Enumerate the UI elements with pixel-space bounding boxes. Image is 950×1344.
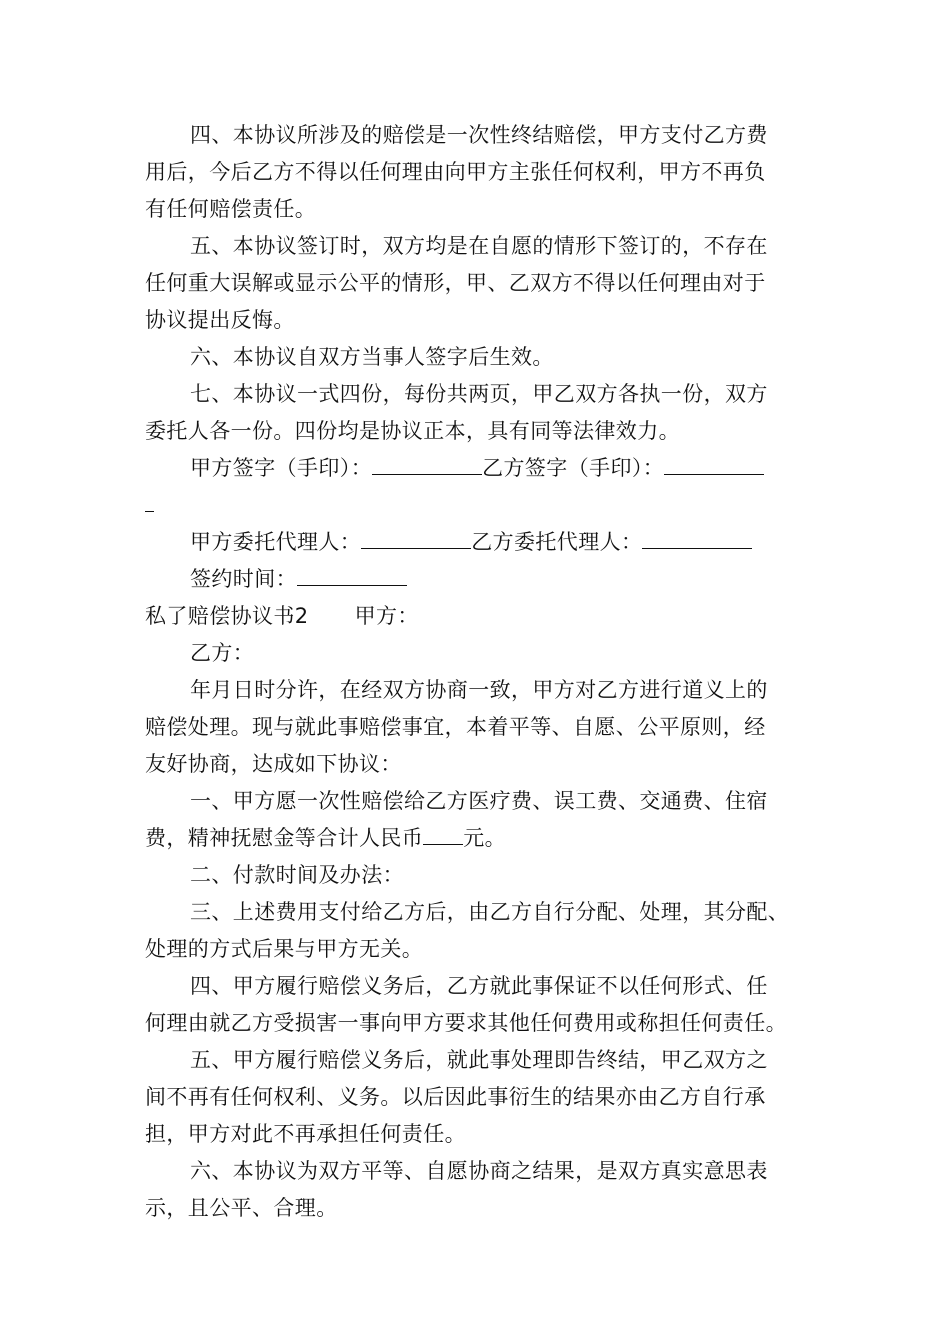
amount-line [145,824,506,852]
paragraph-line: 处理的方式后果与甲方无关。 [145,937,424,961]
paragraph-line: 七、本协议一式四份，每份共两页，甲乙双方各执一份，双方 [190,382,768,406]
paragraph-line: 五、甲方履行赔偿义务后，就此事处理即告终结，甲乙双方之 [190,1048,768,1072]
amount-label: 费，精神抚慰金等合计人民币 [145,826,424,850]
sign-time-line [190,565,407,593]
sign-time-blank [297,565,407,586]
paragraph-line: 示，且公平、合理。 [145,1196,338,1220]
paragraph-line: 担，甲方对此不再承担任何责任。 [145,1122,466,1146]
sign-time-label: 签约时间： [190,567,297,591]
paragraph-line: 年月日时分许，在经双方协商一致，甲方对乙方进行道义上的 [190,678,768,702]
paragraph-line: 友好协商，达成如下协议： [145,752,402,776]
party-a-agent-blank [361,528,471,549]
paragraph-line: 六、本协议自双方当事人签字后生效。 [190,345,554,369]
paragraph-line: 四、本协议所涉及的赔偿是一次性终结赔偿，甲方支付乙方费 [190,123,768,147]
paragraph-line: 四、甲方履行赔偿义务后，乙方就此事保证不以任何形式、任 [190,974,768,998]
party-b-label: 乙方： [190,641,255,665]
agent-line [190,528,752,556]
party-b-sign-blank-wrap [145,491,154,512]
paragraph-line: 任何重大误解或显示公平的情形，甲、乙双方不得以任何理由对于 [145,271,766,295]
paragraph-line: 三、上述费用支付给乙方后，由乙方自行分配、处理，其分配、 [190,900,790,924]
signature-line [190,454,764,482]
party-b-agent-blank [642,528,752,549]
paragraph-line: 六、本协议为双方平等、自愿协商之结果，是双方真实意思表 [190,1159,768,1183]
paragraph-line: 二、付款时间及办法： [190,863,404,887]
paragraph-line: 间不再有任何权利、义务。以后因此事衍生的结果亦由乙方自行承 [145,1085,766,1109]
paragraph-line: 用后，今后乙方不得以任何理由向甲方主张任何权利，甲方不再负 [145,160,766,184]
section-title: 私了赔偿协议书2 [145,604,309,628]
amount-unit: 元。 [463,826,507,850]
party-b-sign-blank [664,454,764,475]
section-title-line [145,602,419,630]
paragraph-line: 何理由就乙方受损害一事向甲方要求其他任何费用或称担任何责任。 [145,1011,787,1035]
paragraph-line: 有任何赔偿责任。 [145,197,317,221]
amount-blank [423,824,463,845]
party-a-label: 甲方： [354,604,419,628]
paragraph-line: 一、甲方愿一次性赔偿给乙方医疗费、误工费、交通费、住宿 [190,789,768,813]
paragraph-line: 赔偿处理。现与就此事赔偿事宜，本着平等、自愿、公平原则，经 [145,715,766,739]
paragraph-line: 五、本协议签订时，双方均是在自愿的情形下签订的，不存在 [190,234,768,258]
paragraph-line: 委托人各一份。四份均是协议正本，具有同等法律效力。 [145,419,680,443]
party-a-agent-label: 甲方委托代理人： [190,530,362,554]
party-a-sign-blank [372,454,482,475]
paragraph-line: 协议提出反悔。 [145,308,295,332]
party-b-agent-label: 乙方委托代理人： [471,530,643,554]
party-a-sign-label: 甲方签字（手印）： [190,456,373,480]
signature-blank-continuation [145,491,154,519]
party-b-sign-label: 乙方签字（手印）： [482,456,665,480]
